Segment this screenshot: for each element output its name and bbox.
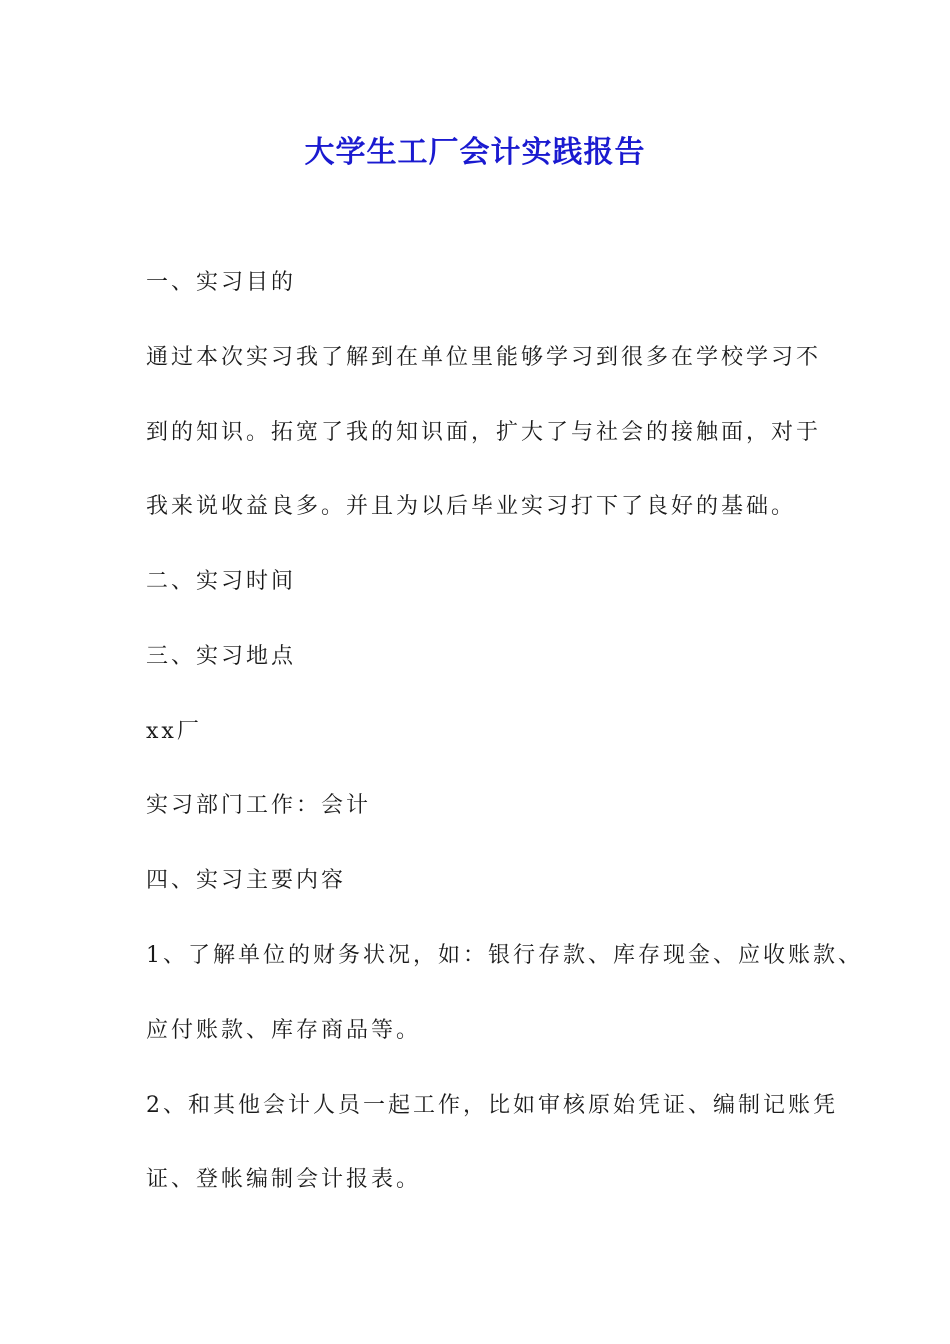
list-item-line: 证、登帐编制会计报表。: [146, 1167, 422, 1192]
heading-location: 三、实习地点: [146, 644, 297, 669]
paragraph-line: 通过本次实习我了解到在单位里能够学习到很多在学校学习不: [146, 345, 822, 370]
list-item-line: 应付账款、库存商品等。: [146, 1018, 422, 1043]
list-item-line: 2、和其他会计人员一起工作，比如审核原始凭证、编制记账凭: [146, 1093, 838, 1118]
heading-time: 二、实习时间: [146, 569, 297, 594]
department-line: 实习部门工作：会计: [146, 793, 372, 818]
list-item-line: 1、了解单位的财务状况，如：银行存款、库存现金、应收账款、: [146, 943, 863, 968]
paragraph-line: 我来说收益良多。并且为以后毕业实习打下了良好的基础。: [146, 494, 797, 519]
paragraph-line: 到的知识。拓宽了我的知识面，扩大了与社会的接触面，对于: [146, 420, 822, 445]
document-title: 大学生工厂会计实践报告: [304, 135, 646, 170]
location-value: xx厂: [146, 719, 202, 744]
heading-purpose: 一、实习目的: [146, 270, 297, 295]
heading-content: 四、实习主要内容: [146, 868, 347, 893]
